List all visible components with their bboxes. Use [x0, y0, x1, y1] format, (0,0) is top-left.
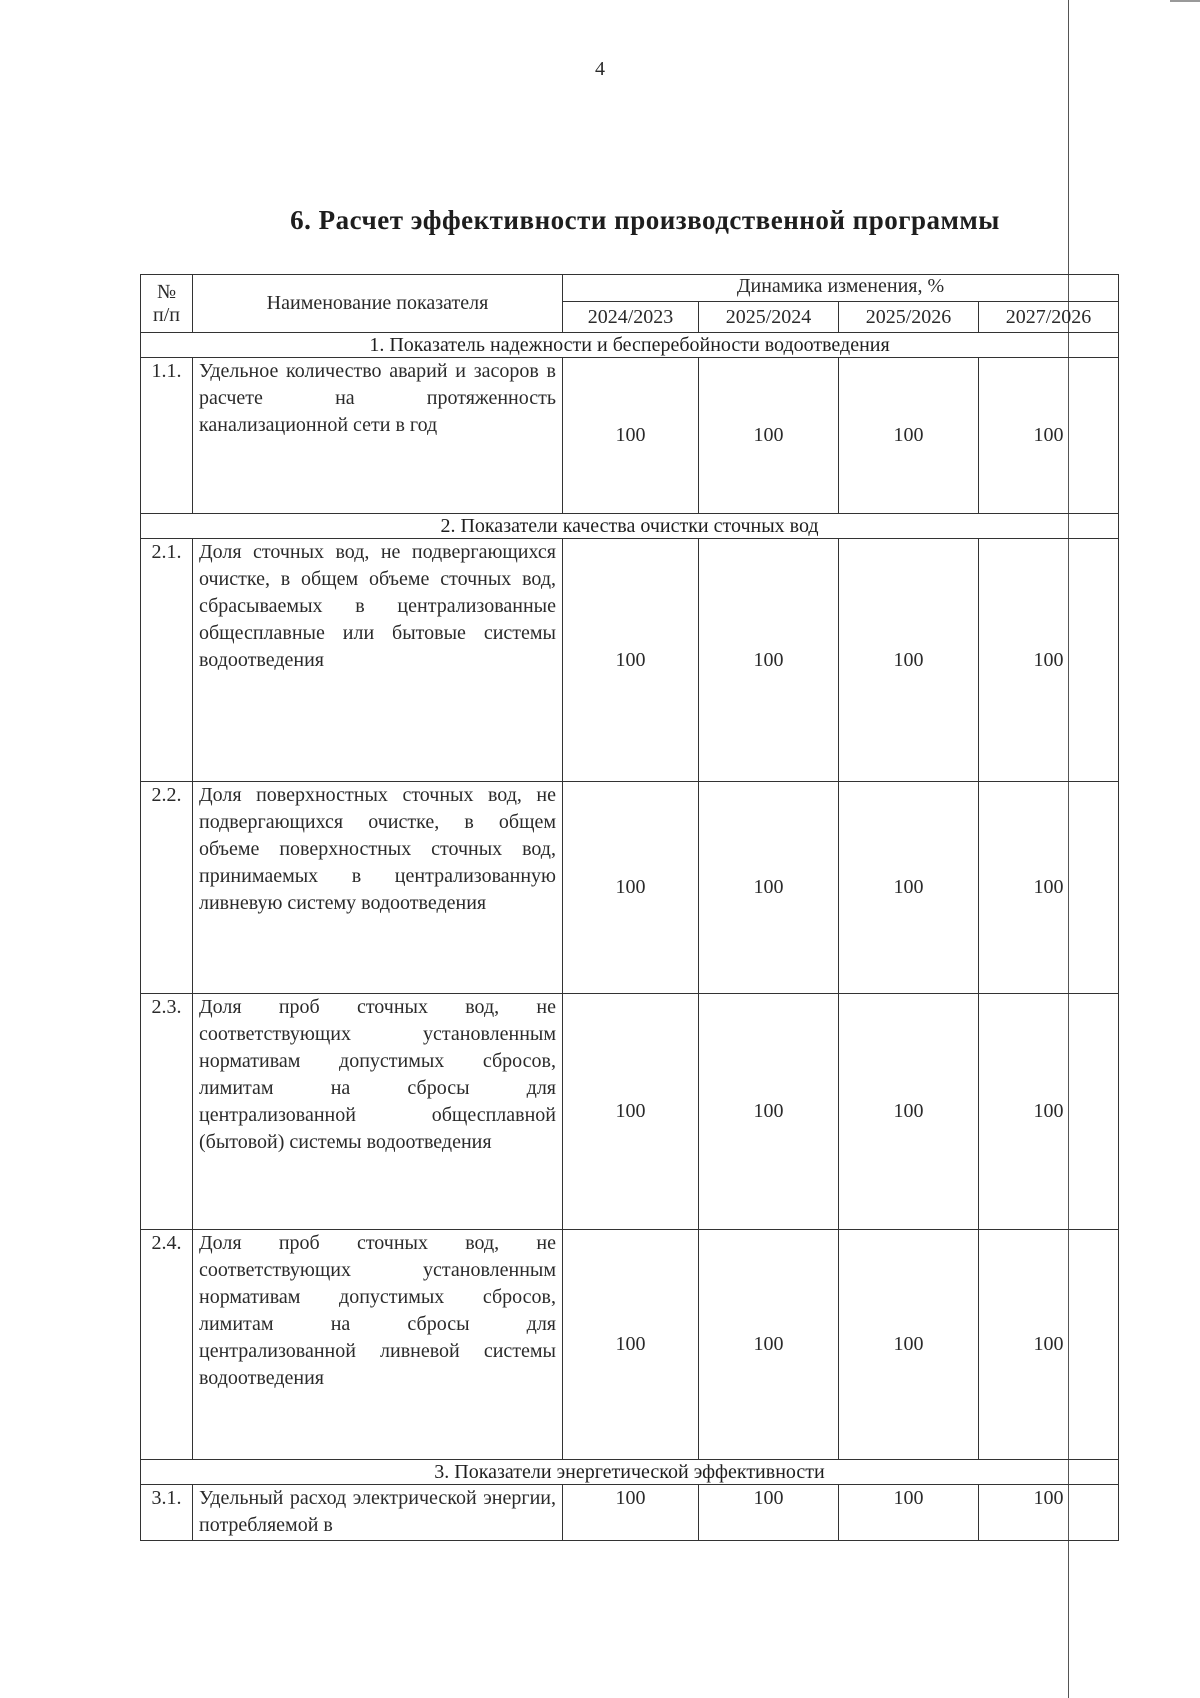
header-year: 2024/2023 — [563, 302, 699, 333]
row-value: 100 — [979, 1485, 1119, 1541]
row-number: 1.1. — [141, 358, 193, 514]
header-num-text: № п/п — [153, 280, 180, 326]
row-value: 100 — [699, 1485, 839, 1541]
section-heading: 1. Показатель надежности и бесперебойности водоотведения — [141, 333, 1119, 358]
table-row — [141, 994, 1119, 1230]
page-title: 6. Расчет эффективности производственной программы — [290, 205, 1000, 235]
section-heading-row — [141, 1460, 1119, 1485]
section-heading-row — [141, 514, 1119, 539]
row-indicator-name: Удельное количество аварий и засоров в расчете на протяженность канализационной сети в год — [193, 358, 563, 514]
table-row — [141, 1485, 1119, 1541]
header-num — [141, 275, 193, 333]
row-value: 100 — [563, 1485, 699, 1541]
row-indicator-name: Доля сточных вод, не подвергающихся очистке, в общем объеме сточных вод, сбрасываемых в централизованные общесплавные или бытовые системы водоотведения — [193, 539, 563, 782]
row-value: 100 — [563, 994, 699, 1230]
header-year: 2027/2026 — [979, 302, 1119, 333]
table-row — [141, 358, 1119, 514]
row-number: 2.1. — [141, 539, 193, 782]
row-number: 2.3. — [141, 994, 193, 1230]
row-indicator-name: Удельный расход электрической энергии, потребляемой в — [193, 1485, 563, 1541]
row-value: 100 — [563, 539, 699, 782]
row-value: 100 — [979, 994, 1119, 1230]
row-value: 100 — [979, 782, 1119, 994]
section-heading: 2. Показатели качества очистки сточных вод — [141, 514, 1119, 539]
row-value: 100 — [699, 782, 839, 994]
row-value: 100 — [979, 1230, 1119, 1460]
row-value: 100 — [563, 358, 699, 514]
section-heading: 3. Показатели энергетической эффективности — [141, 1460, 1119, 1485]
row-indicator-name: Доля проб сточных вод, не соответствующих установленным нормативам допустимых сбросов, лимитам на сбросы для централизованной ливневой системы водоотведения — [193, 1230, 563, 1460]
header-dynamics: Динамика изменения, % — [563, 275, 1119, 302]
header-name: Наименование показателя — [193, 275, 563, 333]
header-year: 2025/2024 — [699, 302, 839, 333]
row-value: 100 — [699, 1230, 839, 1460]
header-year: 2025/2026 — [839, 302, 979, 333]
row-value: 100 — [839, 1230, 979, 1460]
section-heading-row — [141, 333, 1119, 358]
page-number: 4 — [595, 58, 605, 80]
row-value: 100 — [699, 358, 839, 514]
row-value: 100 — [839, 358, 979, 514]
row-value: 100 — [563, 782, 699, 994]
row-number: 2.2. — [141, 782, 193, 994]
row-indicator-name: Доля проб сточных вод, не соответствующих установленным нормативам допустимых сбросов, лимитам на сбросы для централизованной общесплавной (бытовой) системы водоотведения — [193, 994, 563, 1230]
row-number: 2.4. — [141, 1230, 193, 1460]
indicators-table — [140, 274, 1119, 1541]
table-row — [141, 1230, 1119, 1460]
table-row — [141, 782, 1119, 994]
row-value: 100 — [699, 994, 839, 1230]
row-number: 3.1. — [141, 1485, 193, 1541]
row-value: 100 — [839, 782, 979, 994]
row-value: 100 — [839, 539, 979, 782]
table-header-row — [141, 275, 1119, 302]
row-value: 100 — [839, 994, 979, 1230]
corner-mark — [1170, 0, 1200, 2]
row-value: 100 — [979, 539, 1119, 782]
row-value: 100 — [563, 1230, 699, 1460]
row-value: 100 — [699, 539, 839, 782]
row-value: 100 — [839, 1485, 979, 1541]
row-indicator-name: Доля поверхностных сточных вод, не подвергающихся очистке, в общем объеме поверхностных сточных вод, принимаемых в централизованную ливневую систему водоотведения — [193, 782, 563, 994]
row-value: 100 — [979, 358, 1119, 514]
table-row — [141, 539, 1119, 782]
